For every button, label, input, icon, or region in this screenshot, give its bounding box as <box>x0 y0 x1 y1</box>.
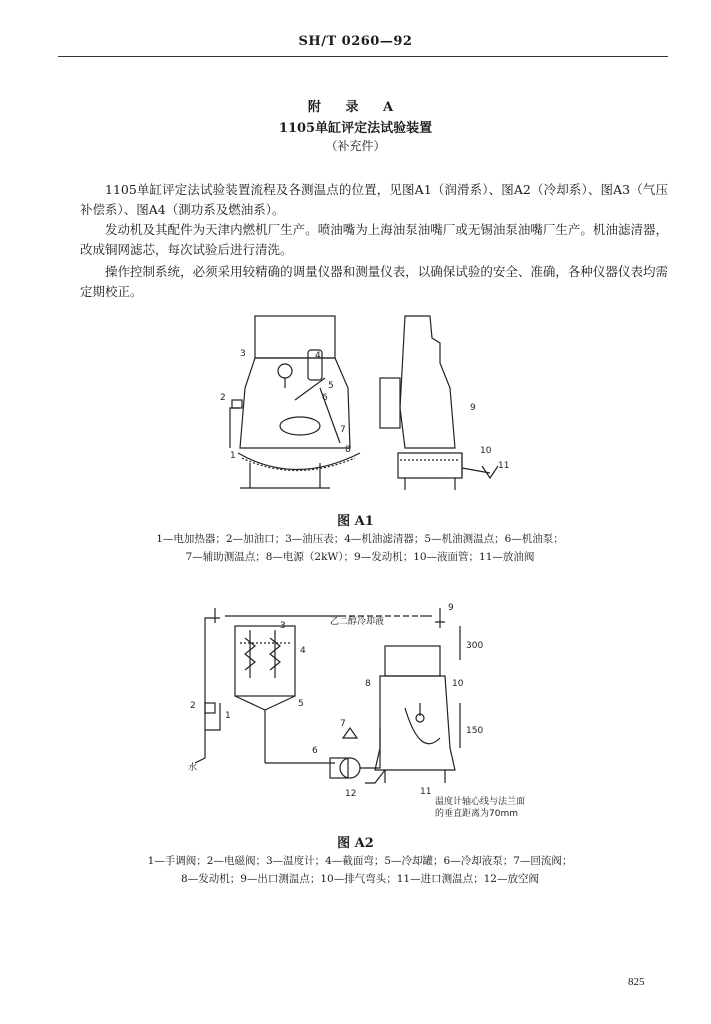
a2-label-7: 7 <box>340 719 346 729</box>
a1-label-11: 11 <box>498 461 510 471</box>
a1-label-2: 2 <box>220 393 226 403</box>
a2-label-9: 9 <box>448 603 454 613</box>
appendix-note: （补充件） <box>325 139 386 153</box>
a1-label-7: 7 <box>340 425 346 435</box>
a1-label-8: 8 <box>345 445 351 455</box>
a2-label-6: 6 <box>312 746 318 756</box>
a1-label-9: 9 <box>470 403 476 413</box>
figure-a1-caption-line2: 7—辅助测温点；8—电源（2kW）；9—发动机；10—液面管；11—放油阀 <box>185 551 535 563</box>
figure-a1-title: 图 A1 <box>337 514 374 529</box>
figure-a1-drawing <box>200 308 530 508</box>
figure-a2-drawing <box>180 598 560 823</box>
appendix-title: 1105单缸评定法试验装置 <box>278 121 433 136</box>
a1-label-5: 5 <box>328 381 334 391</box>
a2-label-10: 10 <box>452 679 464 689</box>
figure-a2-title: 图 A2 <box>337 836 374 851</box>
page-number: 825 <box>628 976 645 988</box>
a2-label-2: 2 <box>190 701 196 711</box>
a2-label-4: 4 <box>300 646 306 656</box>
a2-label-11: 11 <box>420 787 432 797</box>
a2-glycol-label: 乙二醇冷却液 <box>330 617 385 627</box>
a1-label-3: 3 <box>240 349 246 359</box>
figure-a1-caption-line1: 1—电加热器；2—加油口；3—油压表；4—机油滤清器；5—机油测温点；6—机油泵； <box>156 533 564 545</box>
header-rule <box>58 56 668 57</box>
paragraph-2: 发动机及其配件为天津内燃机厂生产。喷油嘴为上海油泵油嘴厂或无锡油泵油嘴厂生产。机油滤清器，改成铜网滤芯，每次试验后进行清洗。 <box>80 222 668 257</box>
a1-label-6: 6 <box>322 393 328 403</box>
a2-note-line2: 的垂直距离为70mm <box>435 809 518 819</box>
appendix-label: 附 录 A <box>307 100 404 115</box>
a2-label-8: 8 <box>365 679 371 689</box>
a2-label-12: 12 <box>345 789 357 799</box>
a1-label-10: 10 <box>480 446 492 456</box>
a2-dim-lower: 150 <box>466 726 484 736</box>
figure-a2-caption-line1: 1—手调阀；2—电磁阀；3—温度计；4—截面弯；5—冷却罐；6—冷却液泵；7—回流阀； <box>147 855 573 867</box>
paragraph-1: 1105单缸评定法试验装置流程及各测温点的位置，见图A1（润滑系）、图A2（冷却系）、图A3（气压补偿系）、图A4（測功系及燃油系）。 <box>80 182 668 217</box>
a1-label-1: 1 <box>230 451 236 461</box>
a2-note-line1: 温度计轴心线与法兰面 <box>435 797 526 807</box>
figure-a2-caption-line2: 8—发动机；9—出口测温点；10—排气弯头；11—进口测温点；12—放空阀 <box>181 873 539 885</box>
a2-dim-upper: 300 <box>466 641 484 651</box>
a2-label-1: 1 <box>225 711 231 721</box>
a2-label-3: 3 <box>280 621 286 631</box>
a2-label-5: 5 <box>298 699 304 709</box>
a2-water-label: 水 <box>188 763 198 773</box>
standard-code: SH/T 0260—92 <box>298 34 413 49</box>
paragraph-3: 操作控制系统，必须采用较精确的调量仪器和测量仪表，以确保试验的安全、准确，各种仪器仪表均需定期校正。 <box>80 264 668 299</box>
a1-label-4: 4 <box>315 351 321 361</box>
